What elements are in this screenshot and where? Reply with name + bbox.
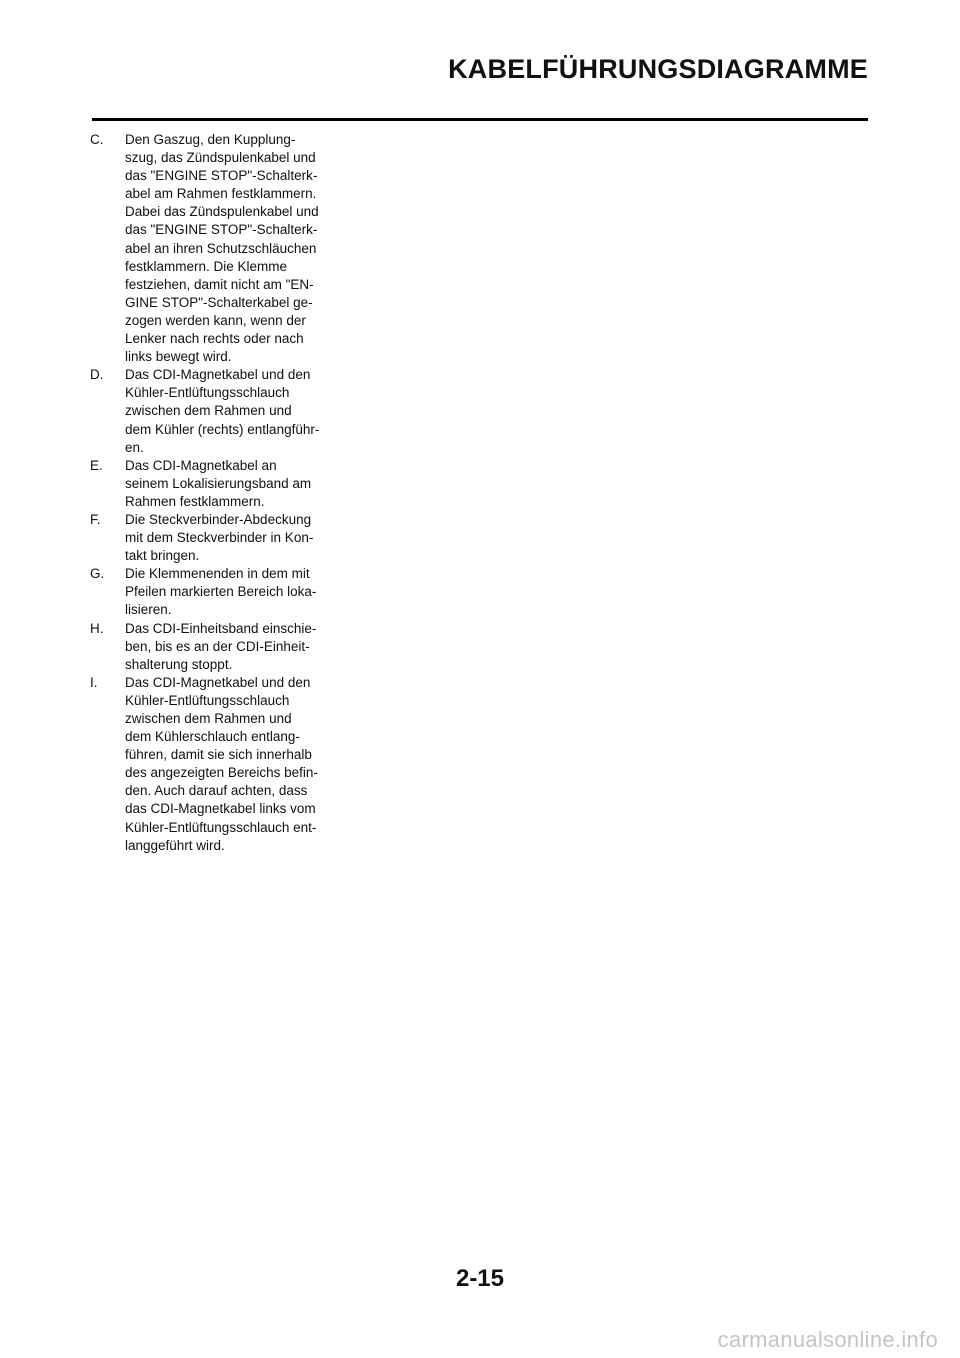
step-text-line: en. [125,439,144,455]
step-text-line: szug, das Zündspulenkabel und [125,150,316,166]
page-title: KABELFÜHRUNGSDIAGRAMME [448,54,868,84]
step-text-line: Das CDI-Magnetkabel und den [125,674,311,690]
step-text-line: Kühler-Entlüftungsschlauch ent- [125,819,317,835]
step-text [125,457,336,511]
step-text-line: Lenker nach rechts oder nach [125,331,304,347]
instruction-step [90,565,336,619]
step-text-line: Den Gaszug, den Kupplung- [125,132,296,147]
instruction-step [90,511,336,565]
step-text-line: Das CDI-Einheitsband einschie- [125,620,317,636]
step-text [125,366,336,456]
step-text [125,511,336,565]
step-text-line: Die Steckverbinder-Abdeckung [125,511,312,527]
step-letter: C. [90,132,104,147]
step-text-line: mit dem Steckverbinder in Kon- [125,530,314,546]
step-text-line: festklammern. Die Klemme [125,258,288,274]
step-text-line: langgeführt wird. [125,837,225,853]
step-text [125,131,336,366]
step-letter: D. [90,367,104,383]
instruction-step [90,457,336,511]
step-text-line: zogen werden kann, wenn der [125,312,306,328]
step-text-line: ben, bis es an der CDI-Einheit- [125,638,310,654]
step-text-line: zwischen dem Rahmen und [125,403,292,419]
step-text-line: zwischen dem Rahmen und [125,711,292,726]
step-text-line: Pfeilen markierten Bereich loka- [125,584,317,600]
step-text-line: seinem Lokalisierungsband am [125,475,312,491]
step-text-line: takt bringen. [125,548,200,564]
step-text-line: Kühler-Entlüftungsschlauch [125,385,290,401]
step-text-line: dem Kühler (rechts) entlangführ- [125,421,320,437]
instruction-step [90,620,336,674]
step-text-line: festziehen, damit nicht am "EN- [125,276,314,292]
step-letter: E. [90,457,103,473]
step-letter: I. [90,674,98,690]
step-text-line: lisieren. [125,602,172,618]
step-text-line: Rahmen festklammern. [125,493,265,509]
step-text-line: abel am Rahmen festklammern. [125,186,317,202]
step-text-line: Das CDI-Magnetkabel an [125,457,277,473]
step-text-line: abel an ihren Schutzschläuchen [125,240,317,256]
step-text-line: links bewegt wird. [125,349,232,365]
step-text-line: dem Kühlerschlauch entlang- [125,729,300,745]
step-text-line: führen, damit sie sich innerhalb [125,747,312,763]
step-text-line: das CDI-Magnetkabel links vom [125,801,316,817]
step-text-line: Die Klemmenenden in dem mit [125,566,310,582]
instruction-step [90,366,336,456]
page-number: 2-15 [455,1265,505,1292]
title-divider [92,118,868,121]
step-letter: F. [90,511,101,527]
instruction-step [90,131,336,366]
watermark: carmanualsonline.info [717,1327,938,1352]
step-text [125,565,336,619]
step-text [125,674,336,855]
step-text-line: den. Auch darauf achten, dass [125,783,308,799]
step-letter: H. [90,620,104,636]
step-text-line: des angezeigten Bereichs befin- [125,765,318,781]
step-text [125,620,336,674]
instruction-step [90,674,336,855]
step-text-line: das "ENGINE STOP"-Schalterk- [125,168,318,184]
step-text-line: Das CDI-Magnetkabel und den [125,367,311,383]
step-text-line: das "ENGINE STOP"-Schalterk- [125,222,318,238]
step-text-line: shalterung stoppt. [125,656,233,672]
step-text-line: GINE STOP"-Schalterkabel ge- [125,294,313,310]
step-text-line: Kühler-Entlüftungsschlauch [125,692,290,708]
step-letter: G. [90,566,105,582]
step-text-line: Dabei das Zündspulenkabel und [125,204,319,220]
instruction-list [90,131,336,855]
